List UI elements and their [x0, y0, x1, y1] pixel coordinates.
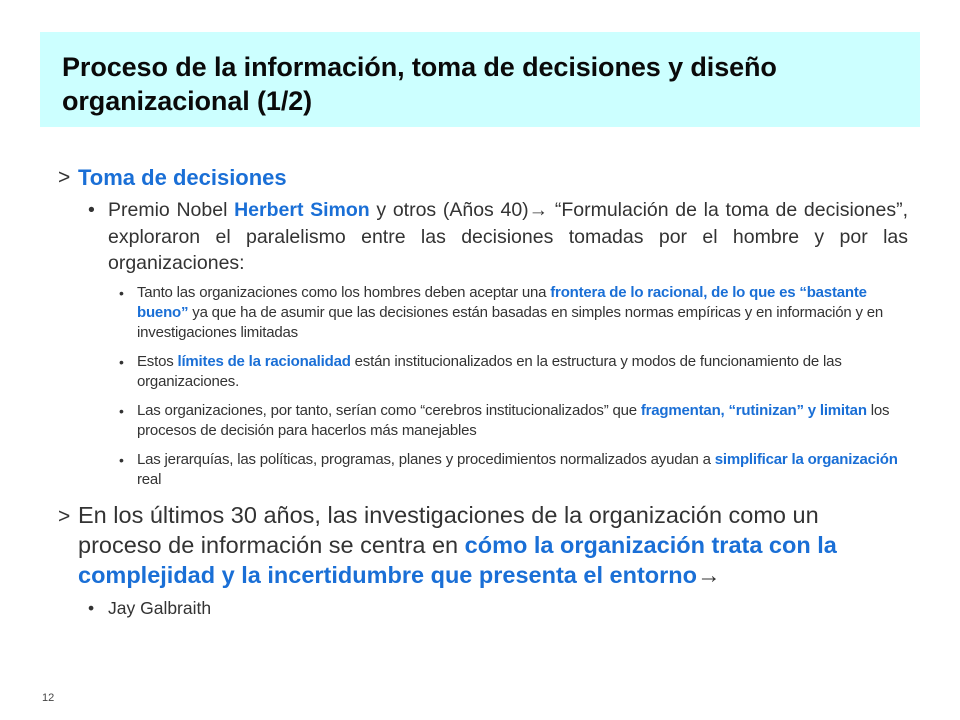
title-band [40, 32, 920, 127]
subpoint-limites-racionalidad [58, 352, 908, 392]
subpoint-list [58, 283, 908, 490]
bullet-text-part: y otros (Años 40) [369, 199, 529, 221]
arrow-right-icon: → [696, 561, 721, 588]
section-heading-toma-de-decisiones [58, 163, 908, 193]
bullet-text-part: Premio Nobel [108, 199, 235, 221]
section-ultimos-30-anos [58, 500, 908, 590]
subpoint-frontera-racional [58, 283, 908, 343]
subpoint-text: están institucionalizados en la estructura y modos de funcionamiento de las organizaciones. [137, 352, 842, 390]
subpoint-text: Tanto las organizaciones como los hombres deben aceptar una [137, 283, 551, 301]
subpoint-highlight: simplificar la organización [714, 450, 898, 468]
bullet-jay-galbraith [58, 596, 908, 620]
subpoint-highlight: límites de la racionalidad [177, 352, 351, 370]
subpoint-highlight: frontera de lo racional, de lo que es “bastante bueno” [137, 283, 867, 321]
highlight-herbert-simon: Herbert Simon [234, 199, 370, 221]
bullet-herbert-simon [58, 197, 908, 277]
subpoint-jerarquias [58, 450, 908, 490]
bullet-icon: • [88, 199, 95, 221]
section-marker: > [58, 166, 71, 189]
subpoint-text: Las jerarquías, las políticas, programas, planes y procedimientos normalizados ayudan a [137, 450, 715, 468]
bullet-icon: • [119, 402, 124, 419]
subpoint-highlight: fragmentan, “rutinizan” y limitan [640, 401, 867, 419]
section-marker: > [58, 504, 71, 528]
subpoint-text: Las organizaciones, por tanto, serían como “cerebros institucionalizados” que [137, 401, 641, 419]
section-heading-text: Toma de decisiones [78, 165, 287, 190]
bullet-text: Jay Galbraith [108, 597, 212, 618]
subpoint-text: ya que ha de asumir que las decisiones están basadas en simples normas empíricas y en información y en investigaciones limitadas [137, 303, 884, 341]
section-text: En los últimos 30 años, las investigaciones de la organización como un proceso de información se centra en [78, 501, 819, 558]
section-highlight: cómo la organización trata con la complejidad y la incertidumbre que presenta el entorno [78, 531, 837, 588]
bullet-icon: • [119, 284, 124, 301]
bullet-icon: • [88, 597, 95, 618]
arrow-right-icon: → [528, 199, 549, 221]
bullet-text-part: “Formulación de la toma de decisiones”, exploraron el paralelismo entre las decisiones tomadas por el hombre y por las organizaciones: [108, 199, 908, 274]
subpoint-text: real [137, 470, 162, 488]
subpoint-text: los procesos de decisión para hacerlos más manejables [137, 401, 890, 439]
bullet-icon: • [119, 451, 124, 468]
slide-content [58, 163, 908, 620]
subpoint-cerebros-institucionalizados [58, 401, 908, 441]
slide-title: Proceso de la información, toma de decisiones y diseño organizacional (1/2) [62, 52, 777, 116]
page-number: 12 [42, 692, 55, 704]
bullet-icon: • [119, 353, 124, 370]
subpoint-text: Estos [137, 352, 178, 370]
